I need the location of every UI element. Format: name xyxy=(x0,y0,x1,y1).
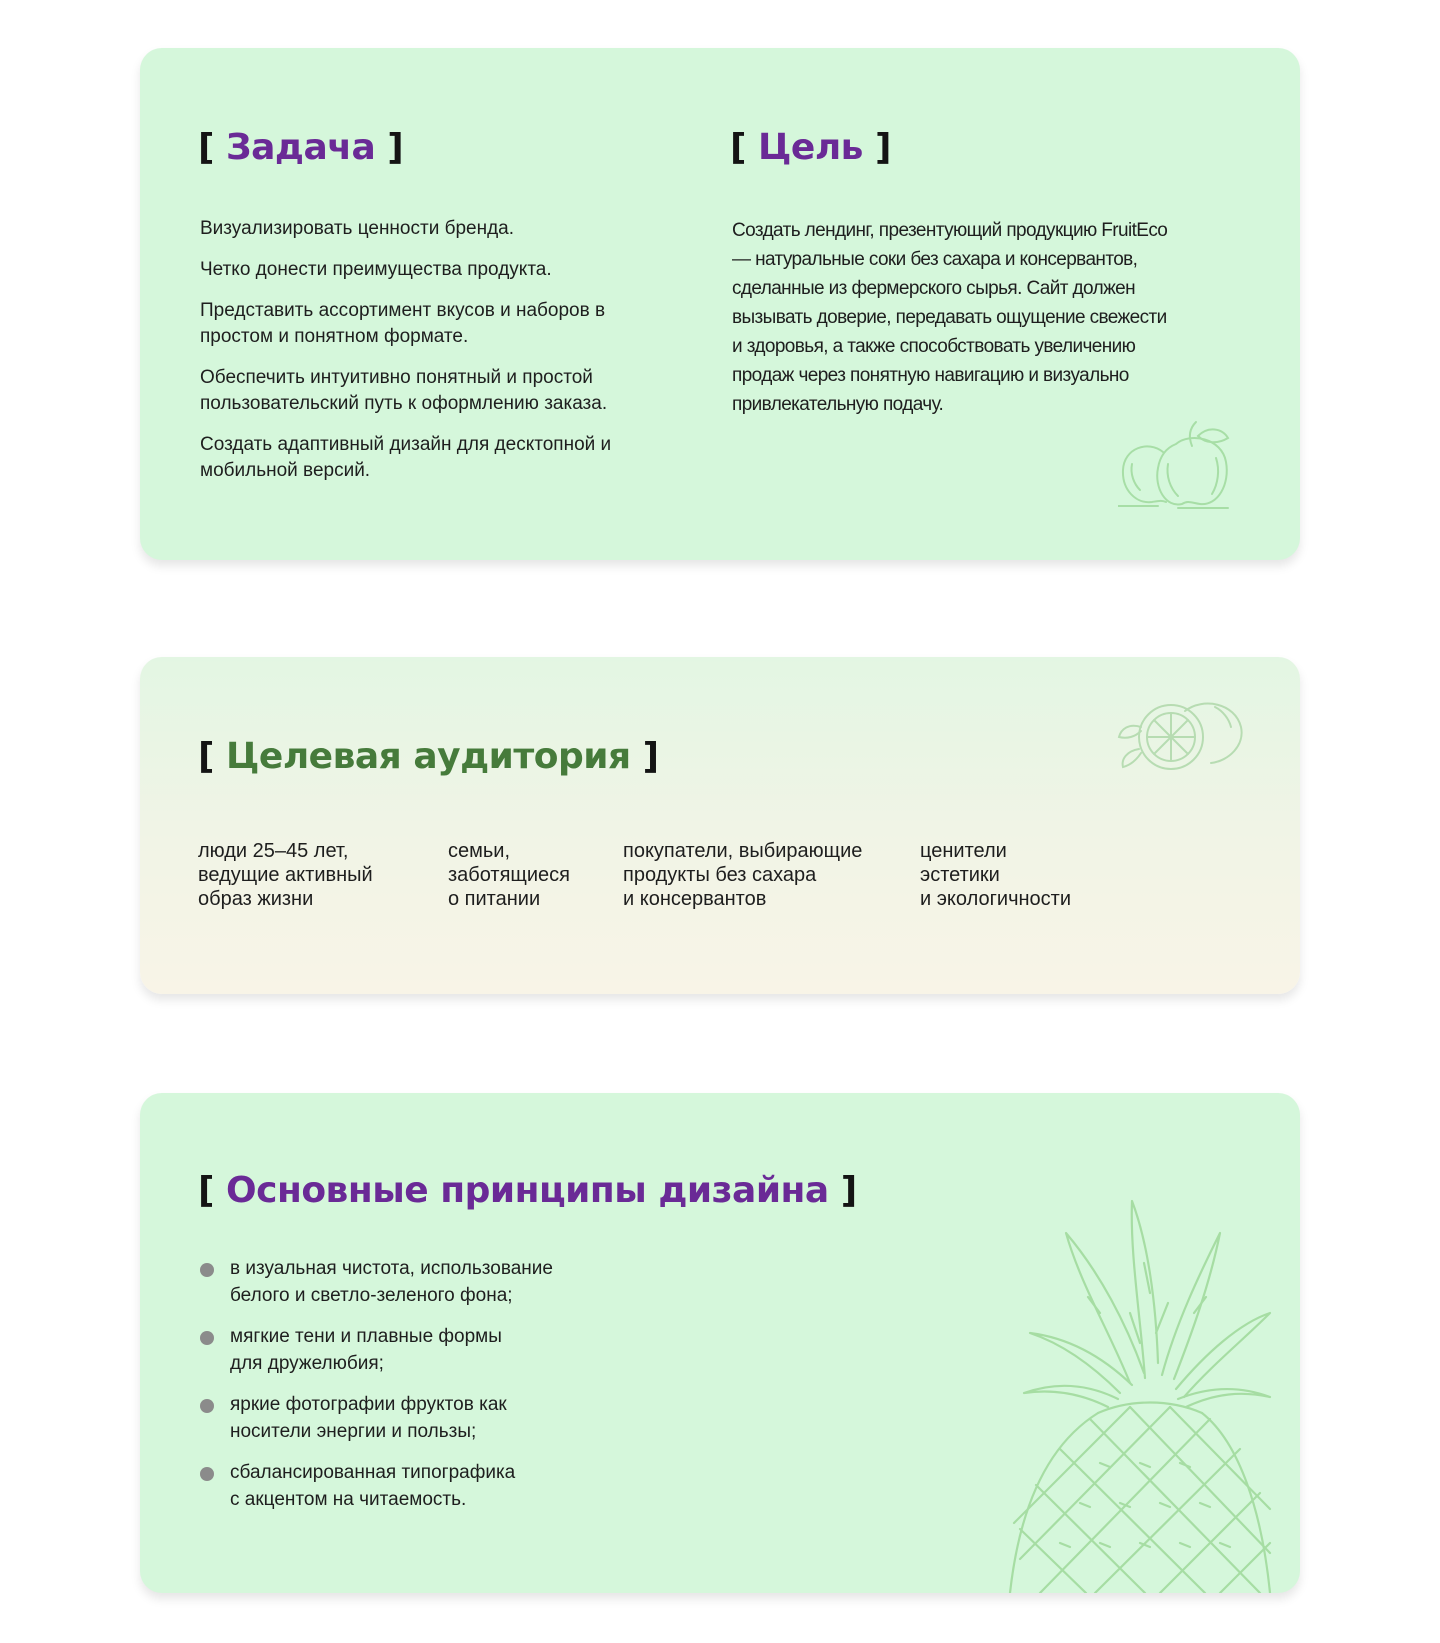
principles-card xyxy=(140,1093,1300,1593)
bullet-icon xyxy=(200,1467,214,1481)
principles-list xyxy=(200,1255,620,1527)
task-item: Обеспечить интуитивно понятный и простой пользовательский путь к оформлению заказа. xyxy=(200,367,608,414)
audience-title: Целевая аудитория xyxy=(226,736,631,777)
bullet-icon xyxy=(200,1331,214,1345)
task-item: Четко донести преимущества продукта. xyxy=(200,259,552,280)
task-item: Представить ассортимент вкусов и наборов в простом и понятном формате. xyxy=(200,300,606,347)
bullet-icon xyxy=(200,1263,214,1277)
task-item: Создать адаптивный дизайн для десктопной и мобильной версий. xyxy=(200,434,612,481)
principle-item: мягкие тени и плавные формы для дружелюбия; xyxy=(200,1323,620,1377)
task-title: Задача xyxy=(226,127,376,168)
goal-text: Создать лендинг, презентующий продукцию FruitEco — натуральные соки без сахара и консервантов, сделанные из фермерского сырья. Сайт должен вызывать доверие, передавать ощущение свежести и здоровья, а также способствовать увеличению продаж через понятную навигацию и визуально привлекательную подачу. xyxy=(732,220,1168,415)
principle-item: в изуальная чистота, использование белого и светло-зеленого фона; xyxy=(200,1255,620,1309)
task-list xyxy=(200,216,650,499)
task-goal-card xyxy=(140,48,1300,560)
audience-heading: [ Целевая аудитория ] xyxy=(198,736,659,777)
task-heading: [ Задача ] xyxy=(198,127,404,168)
goal-title: Цель xyxy=(758,127,863,168)
goal-heading: [ Цель ] xyxy=(730,127,891,168)
audience-group: люди 25–45 лет, ведущие активный образ жизни xyxy=(198,840,373,910)
principles-heading: [ Основные принципы дизайна ] xyxy=(198,1170,857,1211)
audience-group: покупатели, выбирающие продукты без сахара и консервантов xyxy=(623,840,863,910)
apple-sketch-icon xyxy=(1118,418,1234,510)
bullet-icon xyxy=(200,1399,214,1413)
audience-group: ценители эстетики и экологичности xyxy=(920,840,1071,910)
lemon-sketch-icon xyxy=(1115,697,1245,773)
pineapple-sketch-icon xyxy=(980,1193,1280,1593)
principle-item: яркие фотографии фруктов как носители энергии и пользы; xyxy=(200,1391,620,1445)
audience-card xyxy=(140,657,1300,994)
principle-item: сбалансированная типографика с акцентом на читаемость. xyxy=(200,1459,620,1513)
audience-group: семьи, заботящиеся о питании xyxy=(448,840,571,910)
principles-title: Основные принципы дизайна xyxy=(226,1170,829,1211)
task-item: Визуализировать ценности бренда. xyxy=(200,218,515,239)
